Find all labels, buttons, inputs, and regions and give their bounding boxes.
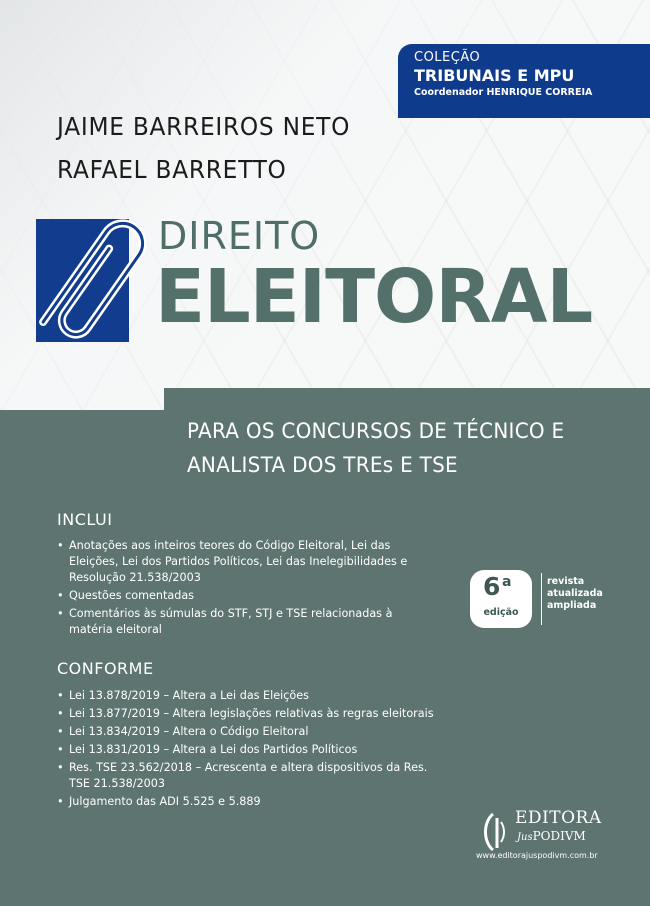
title-line-2: ELEITORAL [155,254,593,340]
title-line-1: DIREITO [158,214,321,258]
inclui-heading: INCLUI [57,510,113,529]
edition-info: revista atualizada ampliada [547,576,603,611]
list-item: • Julgamento das ADI 5.525 e 5.889 [57,795,261,808]
edition-label: edição [483,607,519,618]
list-item: • Comentários às súmulas do STF, STJ e TSE relacionadas à matéria eleitoral [57,607,393,636]
collection-name: TRIBUNAIS E MPU [414,66,575,85]
subtitle-line-2: ANALISTA DOS TREs E TSE [187,453,458,477]
conforme-list [57,688,437,812]
collection-label: COLEÇÃO [414,50,481,65]
list-item: • Lei 13.834/2019 – Altera o Código Eleitoral [57,725,309,738]
publisher-url: www.editorajuspodivm.com.br [476,851,598,860]
edition-superscript: a [502,574,512,590]
list-item: • Anotações aos inteiros teores do Código Eleitoral, Lei das Eleições, Lei dos Partidos Políticos, Lei das Inelegibilidades e Resolução 21.538/2003 [57,539,408,584]
author-2: RAFAEL BARRETTO [57,155,287,184]
list-item: • Lei 13.878/2019 – Altera a Lei das Eleições [57,689,309,702]
edition-divider [541,573,542,625]
edition-number: 6 [483,572,501,601]
podivm-logo-icon [479,812,511,852]
subtitle [187,414,564,482]
collection-badge [398,44,650,118]
publisher-name: EDITORA [515,808,602,828]
conforme-heading: CONFORME [57,659,154,678]
edition-badge [470,570,532,628]
publisher-subname: JusPODIVM [517,829,586,843]
paperclip-icon [28,195,168,355]
panel-notch [164,388,650,411]
list-item: • Questões comentadas [57,589,195,602]
list-item: • Lei 13.831/2019 – Altera a Lei dos Partidos Políticos [57,743,358,756]
subtitle-line-1: PARA OS CONCURSOS DE TÉCNICO E [187,419,565,443]
list-item: • Lei 13.877/2019 – Altera legislações relativas às regras eleitorais [57,707,434,720]
author-1: JAIME BARREIROS NETO [57,112,351,141]
inclui-list [57,538,437,640]
collection-coordinator: Coordenador HENRIQUE CORREIA [414,87,593,98]
list-item: • Res. TSE 23.562/2018 – Acrescenta e altera dispositivos da Res. TSE 21.538/2003 [57,761,428,790]
